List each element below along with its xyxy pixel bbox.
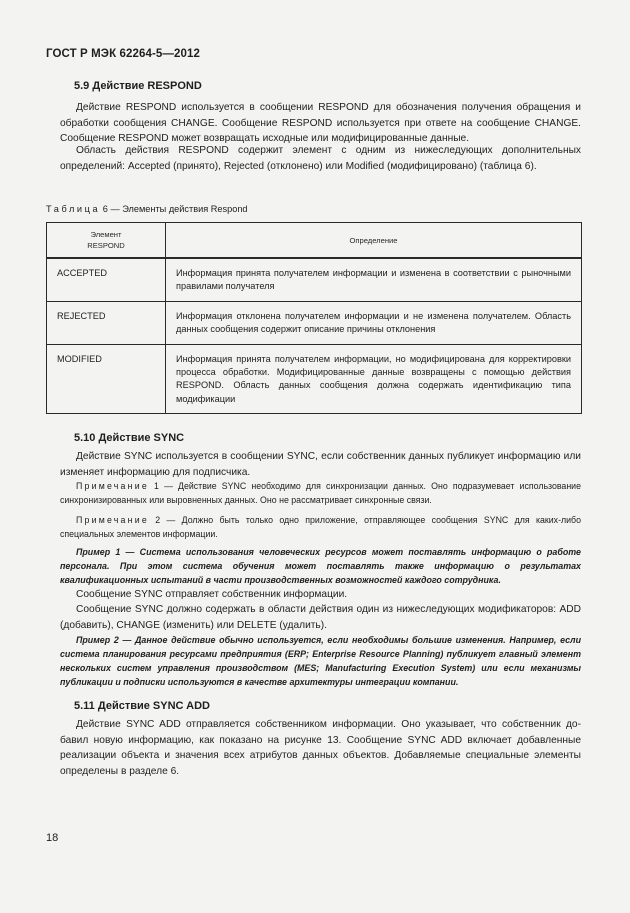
header-element-label: Элемент RESPOND [87, 230, 125, 250]
note-1-label: Примечание [76, 481, 149, 491]
table-cell-element: REJECTED [47, 301, 166, 344]
note-2 [60, 513, 581, 541]
section-5-9-paragraph-1: Действие RESPOND используется в сообщении RESPOND для обозначения получения обращения и обработки сообщения CHANGE. Сообщение RESPOND используется при ответе на сообщение CHANGE. Сообщение RESPOND может возвращать исходные или модифицированные данные. [60, 102, 581, 145]
table-header-definition: Определение [166, 223, 582, 259]
table-caption-word: Таблица [46, 204, 101, 214]
table-row [47, 301, 582, 344]
table-cell-definition: Информация принята получателем информации и изменена в соответствии с рыночными правилами получателя [166, 258, 582, 301]
section-5-10-paragraph-2: Сообщение SYNC отправляет собственник информации. [76, 589, 348, 600]
respond-elements-table [46, 222, 582, 414]
table-header-row [47, 223, 582, 259]
example-2: Пример 2 — Данное действие обычно используется, если необходимы большие изменения. Например, если система планирования ресурсами предприятия (ERP; Enterprise Resource Planning) публикует главный элемент нескольких систем управления производством (MES; Manufacturing Execution System) или если механизмы публикации и подписки используются в качестве архитектуры интеграции компании. [60, 635, 581, 687]
table-cell-element: MODIFIED [47, 344, 166, 414]
section-5-9-paragraph-2: Область действия RESPOND содержит элемент с одним из нижеследующих дополнительных определений: Accepted (принято), Rejected (отклонено) или Modified (модифицировано) (таблица 6). [60, 145, 581, 172]
table-cell-definition: Информация принята получателем информации, но модифицирована для корректировки процесса обработки. Модифицированные данные возвращены с помощью действия RESPOND. Область данных сообщения должна содержать идентификацию типа модификации [166, 344, 582, 414]
example-1: Пример 1 — Система использования человеческих ресурсов может поставлять информацию о работе персонала. При этом система обучения может поставлять также информацию о результатах квалификационных испытаний в части производственных возможностей каждого сотрудника. [60, 547, 581, 585]
note-1 [60, 479, 581, 507]
table-row [47, 258, 582, 301]
note-2-text: 2 — Должно быть только одно приложение, отправляющее сообщения SYNC для каких-либо специальных элементов информации. [60, 515, 581, 539]
table-header-element [47, 223, 166, 259]
table-cell-definition: Информация отклонена получателем информации и не изменена получателем. Область данных сообщения содержит описание причины отклонения [166, 301, 582, 344]
section-5-9-title: 5.9 Действие RESPOND [74, 80, 202, 92]
section-5-11-paragraph-1: Действие SYNC ADD отправляется собственником информации. Оно указывает, что собственник добавил новую информацию, как показано на рисунке 13. Сообщение SYNC ADD включает добавленные реализации объекта и значения всех атрибутов данных объектов. Добавляемые специальные элементы определены в разделе 6. [60, 719, 581, 777]
note-2-label: Примечание [76, 515, 149, 525]
table-caption-text: 6 — Элементы действия Respond [100, 204, 248, 214]
section-5-10-paragraph-1: Действие SYNC используется в сообщении SYNC, если собственник данных публикует информацию или изменяет информацию для подписчика. [60, 451, 581, 478]
table-cell-element: ACCEPTED [47, 258, 166, 301]
page-number: 18 [46, 832, 59, 844]
note-1-text: 1 — Действие SYNC необходимо для синхронизации данных. Оно подразумевает использование синхронизированных или выровненных данных. Оно не рассматривает синхронные связи. [60, 481, 581, 505]
table-row [47, 344, 582, 414]
document-header: ГОСТ Р МЭК 62264-5—2012 [46, 48, 200, 60]
table-6-caption [46, 204, 248, 214]
section-5-10-paragraph-3: Сообщение SYNC должно содержать в области действия один из нижеследующих модификаторов: ADD (добавить), CHANGE (изменить) или DELETE (удалить). [60, 604, 581, 631]
section-5-10-title: 5.10 Действие SYNC [74, 432, 185, 444]
section-5-11-title: 5.11 Действие SYNC ADD [74, 700, 210, 712]
